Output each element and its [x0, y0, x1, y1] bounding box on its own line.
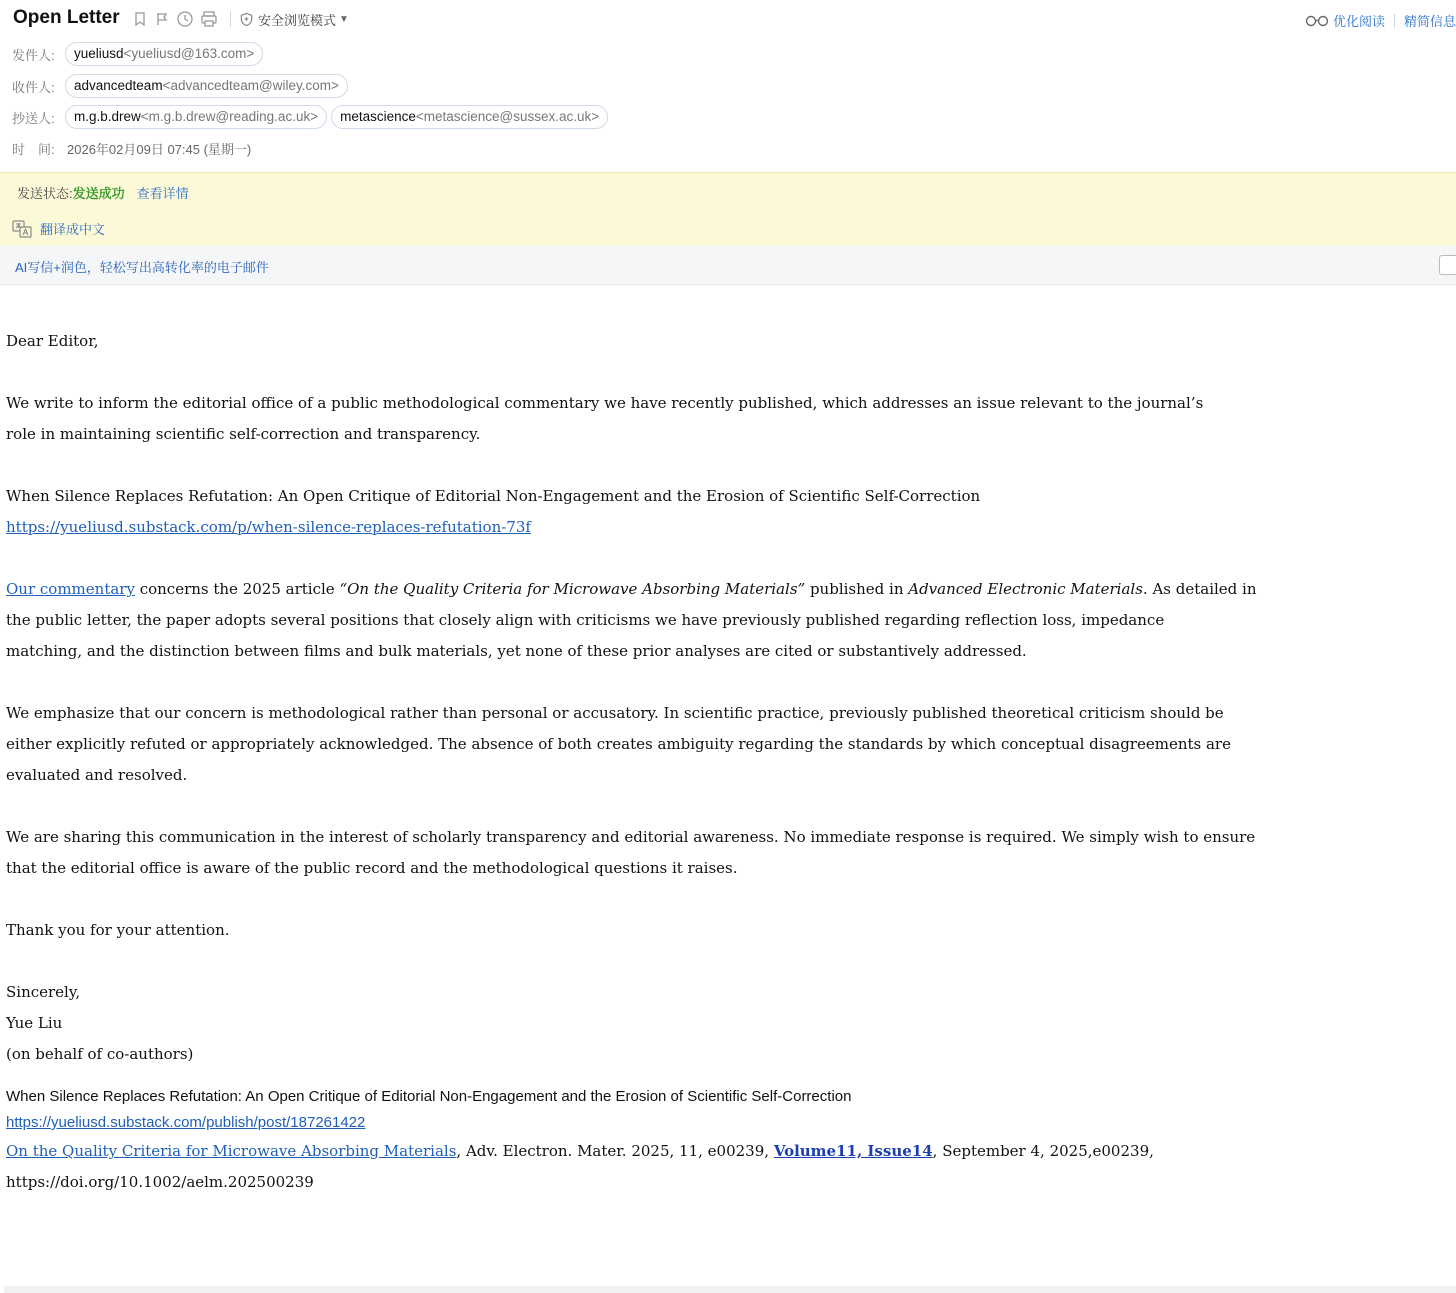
view-details-link[interactable]: 查看详情 [136, 186, 189, 201]
text-line: the public letter, the paper adopts several positions that closely align with criticisms we have previously published regarding reflection loss, impedance [6, 611, 1165, 629]
safe-mode-label: 安全浏览模式 [258, 12, 337, 28]
journal-name: Advanced Electronic Materials [908, 580, 1143, 598]
paragraph-emphasis [6, 698, 1456, 791]
mail-subject: Open Letter [13, 7, 120, 28]
to-address: <advancedteam@wiley.com> [162, 78, 339, 93]
time-value: 2026年02月09日 07:45 (星期一) [67, 141, 252, 157]
cc2-name: metascience [340, 109, 416, 124]
reference-citation [6, 1136, 1456, 1198]
safe-mode-dropdown[interactable] [239, 10, 349, 29]
send-status-line [17, 183, 189, 202]
to-row [12, 74, 352, 98]
ai-writing-banner [0, 246, 1456, 285]
shield-icon [239, 12, 254, 27]
text-line: We emphasize that our concern is methodological rather than personal or accusatory. In scientific practice, previously published theoretical criticism should be [6, 704, 1224, 722]
to-contact-chip[interactable] [65, 74, 348, 98]
cc-contact-chip[interactable] [65, 105, 327, 129]
collapse-icon[interactable] [1439, 255, 1456, 275]
doi-text: https://doi.org/10.1002/aelm.202500239 [6, 1173, 314, 1191]
send-status-label: 发送状态: [17, 186, 73, 201]
text-line: We are sharing this communication in the interest of scholarly transparency and editorial awareness. No immediate response is required. We simply wish to ensure [6, 828, 1256, 846]
from-row [12, 42, 267, 66]
chevron-down-icon: ▼ [339, 13, 349, 25]
print-icon[interactable] [200, 10, 218, 28]
text-line: evaluated and resolved. [6, 766, 188, 784]
cc-contact-chip[interactable] [331, 105, 608, 129]
paragraph-sharing [6, 822, 1456, 884]
from-address: <yueliusd@163.com> [123, 46, 255, 61]
signature [6, 977, 1456, 1070]
clock-icon[interactable] [176, 10, 194, 28]
text-line: matching, and the distinction between films and bulk materials, yet none of these prior analyses are cited or substantively addressed. [6, 642, 1027, 660]
bookmark-icon[interactable] [132, 11, 148, 27]
our-commentary-link[interactable]: Our commentary [6, 580, 135, 598]
reference-link[interactable]: https://yueliusd.substack.com/publish/post/187261422 [6, 1114, 366, 1131]
toolbar-divider [1394, 14, 1395, 28]
translate-label: 翻译成中文 [40, 222, 106, 237]
concise-info-button[interactable]: 精简信息 [1403, 14, 1456, 29]
text-span: , September 4, 2025,e00239, [932, 1142, 1154, 1160]
text-line: either explicitly refuted or appropriately acknowledged. The absence of both creates ambiguity regarding the standards by which conceptual disagreements are [6, 735, 1231, 753]
translate-icon [12, 220, 32, 238]
from-label: 发件人: [12, 47, 55, 63]
mail-toolbar [132, 10, 349, 28]
volume-issue-link[interactable]: Volume11, Issue14 [773, 1142, 933, 1160]
text-span: , Adv. Electron. Mater. 2025, 11, e00239, [456, 1142, 774, 1160]
to-name: advancedteam [74, 78, 163, 93]
ai-writing-link[interactable]: AI写信+润色，轻松写出高转化率的电子邮件 [15, 260, 269, 275]
commentary-title: When Silence Replaces Refutation: An Open Critique of Editorial Non-Engagement and the Erosion of Scientific Self-Correction [6, 487, 981, 505]
text-line: role in maintaining scientific self-correction and transparency. [6, 425, 481, 443]
author-name: Yue Liu [6, 1014, 63, 1032]
optimize-read-button[interactable]: 优化阅读 [1332, 14, 1385, 29]
from-name: yueliusd [74, 46, 124, 61]
to-label: 收件人: [12, 79, 55, 95]
paragraph-title [6, 481, 1456, 543]
cc2-address: <metascience@sussex.ac.uk> [415, 109, 600, 124]
article-link[interactable]: On the Quality Criteria for Microwave Absorbing Materials [6, 1142, 457, 1160]
paragraph-commentary [6, 574, 1456, 667]
glasses-icon [1305, 14, 1329, 28]
greeting: Dear Editor, [6, 332, 99, 350]
flag-icon[interactable] [154, 11, 170, 27]
toolbar-divider [230, 11, 231, 27]
text-span: concerns the 2025 article [134, 580, 340, 598]
cc1-name: m.g.b.drew [74, 109, 141, 124]
text-line: We write to inform the editorial office of a public methodological commentary we have recently published, which addresses an issue relevant to the journal’s [6, 394, 1204, 412]
sign-off: Sincerely, [6, 983, 81, 1001]
cc1-address: <m.g.b.drew@reading.ac.uk> [140, 109, 319, 124]
time-label: 时 间: [12, 141, 55, 157]
text-span: published in [805, 580, 909, 598]
send-status-value: 发送成功 [72, 186, 125, 201]
time-row [12, 136, 251, 160]
reference-title: When Silence Replaces Refutation: An Open Critique of Editorial Non-Engagement and the Erosion of Scientific Self-Correction [6, 1088, 852, 1105]
thanks-line: Thank you for your attention. [6, 921, 230, 939]
send-status-panel [0, 172, 1456, 247]
from-contact-chip[interactable] [65, 42, 263, 66]
text-span: . As detailed in [1142, 580, 1257, 598]
mail-body [6, 326, 1456, 1198]
author-note: (on behalf of co-authors) [6, 1045, 194, 1063]
right-toolbar [1305, 11, 1456, 30]
text-line: that the editorial office is aware of the public record and the methodological questions it raises. [6, 859, 738, 877]
translate-button[interactable] [12, 219, 105, 238]
cc-label: 抄送人: [12, 110, 55, 126]
bottom-bar [4, 1286, 1456, 1293]
mail-title-bar [0, 0, 1456, 38]
commentary-link[interactable]: https://yueliusd.substack.com/p/when-silence-replaces-refutation-73f [6, 518, 531, 536]
cc-row [12, 105, 612, 129]
paragraph-intro [6, 388, 1456, 450]
article-title: “On the Quality Criteria for Microwave Absorbing Materials” [339, 580, 806, 598]
